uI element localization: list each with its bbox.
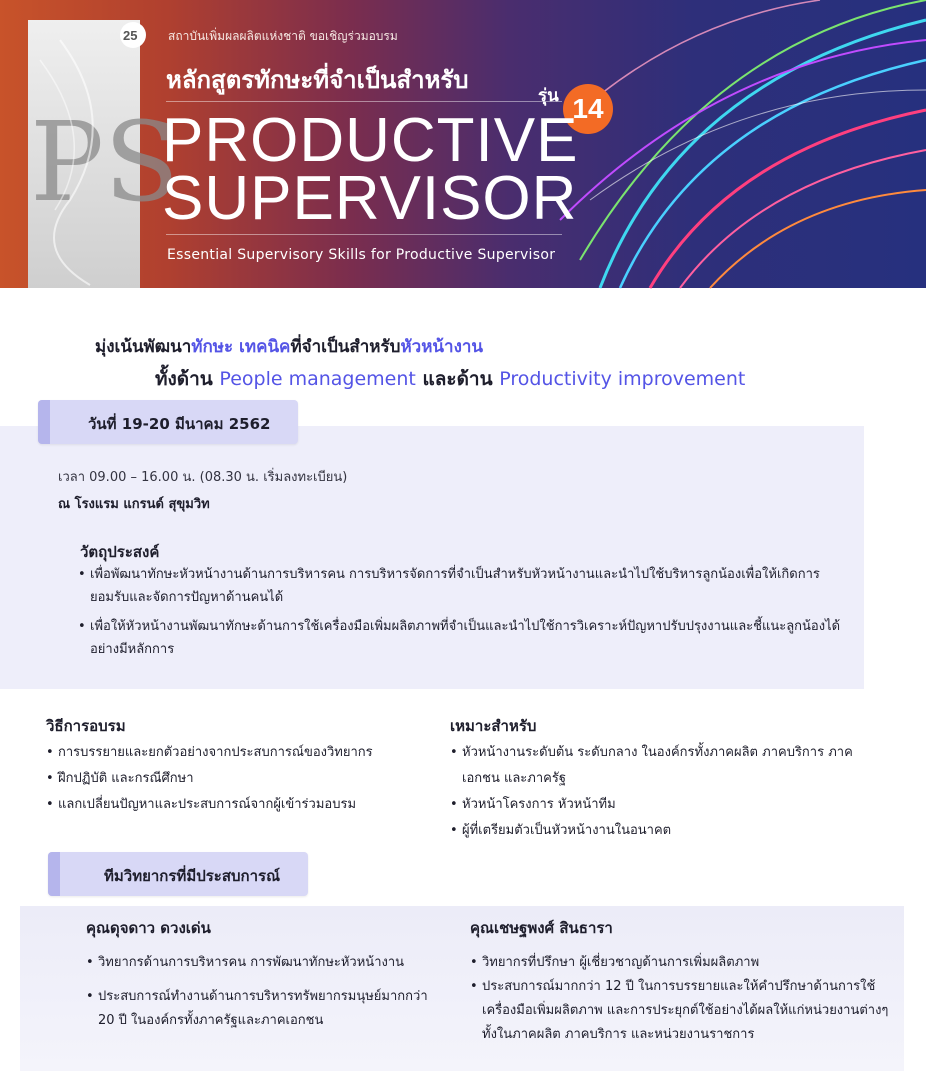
intro-highlight-people: People management: [219, 368, 416, 390]
intro-line-1: [95, 333, 483, 360]
list-item: • แลกเปลี่ยนปัญหาและประสบการณ์จากผู้เข้าร่วมอบรม: [46, 792, 436, 818]
intro-text: ทั้งด้าน: [155, 368, 220, 390]
list-item: • ฝึกปฏิบัติ และกรณีศึกษา: [46, 766, 436, 792]
course-banner: [0, 0, 926, 288]
intro-text: มุ่งเน้นพัฒนา: [95, 337, 192, 357]
subtitle-divider: [166, 234, 562, 235]
list-item: • เพื่อให้หัวหน้างานพัฒนาทักษะด้านการใช้เครื่องมือเพิ่มผลิตภาพที่จำเป็นและนำไปใช้การวิเคราะห์ปัญหาปรับปรุงงานและชี้แนะลูกน้องได้อย่างมีหลักการ: [78, 615, 848, 661]
ps-letter-p: PS: [30, 98, 180, 226]
list-item: • วิทยากรด้านการบริหารคน การพัฒนาทักษะหัวหน้างาน: [86, 951, 446, 975]
svg-text:25: 25: [123, 28, 138, 43]
invite-text: สถาบันเพิ่มผลผลิตแห่งชาติ ขอเชิญร่วมอบรม: [168, 29, 398, 43]
list-item: • หัวหน้าโครงการ หัวหน้าทีม: [450, 792, 870, 818]
method-heading: วิธีการอบรม: [46, 717, 126, 735]
title-line-productive: PRODUCTIVE: [162, 106, 579, 175]
intro-line-2: [155, 364, 745, 394]
list-item: • ประสบการณ์มากกว่า 12 ปี ในการบรรยายและให้คำปรึกษาด้านการใช้เครื่องมือเพิ่มผลิตภาพ และการประยุกต์ใช้อย่างได้ผลให้แก่หน่วยงานต่างๆ ทั้งในภาคผลิต ภาคบริการ และหน่วยงานราชการ: [470, 975, 890, 1047]
intro-highlight-skills: ทักษะ เทคนิค: [191, 337, 291, 357]
intro-text: ที่จำเป็นสำหรับ: [290, 337, 401, 357]
title-line-supervisor: SUPERVISOR: [162, 164, 578, 233]
nip-25th-logo: [118, 20, 158, 50]
list-item: • การบรรยายและยกตัวอย่างจากประสบการณ์ของวิทยากร: [46, 740, 436, 766]
list-item: • วิทยากรที่ปรึกษา ผู้เชี่ยวชาญด้านการเพิ่มผลิตภาพ: [470, 951, 890, 975]
list-item: • ผู้ที่เตรียมตัวเป็นหัวหน้างานในอนาคต: [450, 818, 870, 844]
objectives-list: [78, 563, 848, 667]
course-time: เวลา 09.00 – 16.00 น. (08.30 น. เริ่มลงทะเบียน): [58, 470, 348, 485]
audience-list: [450, 740, 870, 844]
list-item: • ประสบการณ์ทำงานด้านการบริหารทรัพยากรมนุษย์มากกว่า 20 ปี ในองค์กรทั้งภาครัฐและภาคเอกชน: [86, 985, 446, 1033]
speakers-heading: ทีมวิทยากรที่มีประสบการณ์: [104, 867, 281, 885]
speaker-2-name: คุณเชษฐพงศ์ สินธารา: [470, 919, 613, 937]
course-venue: ณ โรงแรม แกรนด์ สุขุมวิท: [58, 497, 210, 512]
intro-highlight-supervisor: หัวหน้างาน: [400, 337, 484, 357]
tab-accent: [38, 400, 50, 444]
method-list: [46, 740, 436, 818]
course-date: วันที่ 19-20 มีนาคม 2562: [88, 415, 271, 433]
run-label: รุ่น: [538, 86, 559, 106]
list-item: • หัวหน้างานระดับต้น ระดับกลาง ในองค์กรทั้งภาคผลิต ภาคบริการ ภาคเอกชน และภาครัฐ: [450, 740, 870, 792]
run-number-badge: 14: [563, 84, 613, 134]
audience-heading: เหมาะสำหรับ: [450, 717, 537, 735]
intro-highlight-productivity: Productivity improvement: [499, 368, 746, 390]
thai-course-title: หลักสูตรทักษะที่จำเป็นสำหรับ: [166, 66, 469, 94]
light-streaks-graphic: [560, 0, 926, 288]
speaker-1-list: [86, 951, 446, 1043]
list-item: • เพื่อพัฒนาทักษะหัวหน้างานด้านการบริหารคน การบริหารจัดการที่จำเป็นสำหรับหัวหน้างานและนำไปใช้บริหารลูกน้องเพื่อให้เกิดการยอมรับและจัดการปัญหาด้านคนได้: [78, 563, 848, 609]
date-tab: [38, 400, 298, 444]
intro-text: และด้าน: [415, 368, 500, 390]
tab-accent: [48, 852, 60, 896]
speaker-1-name: คุณดุจดาว ดวงเด่น: [86, 919, 211, 937]
speakers-tab: [48, 852, 308, 896]
english-subtitle: Essential Supervisory Skills for Productive Supervisor: [167, 247, 556, 263]
title-divider: [166, 101, 562, 102]
objectives-heading: วัตถุประสงค์: [80, 543, 160, 561]
speaker-2-list: [470, 951, 890, 1047]
